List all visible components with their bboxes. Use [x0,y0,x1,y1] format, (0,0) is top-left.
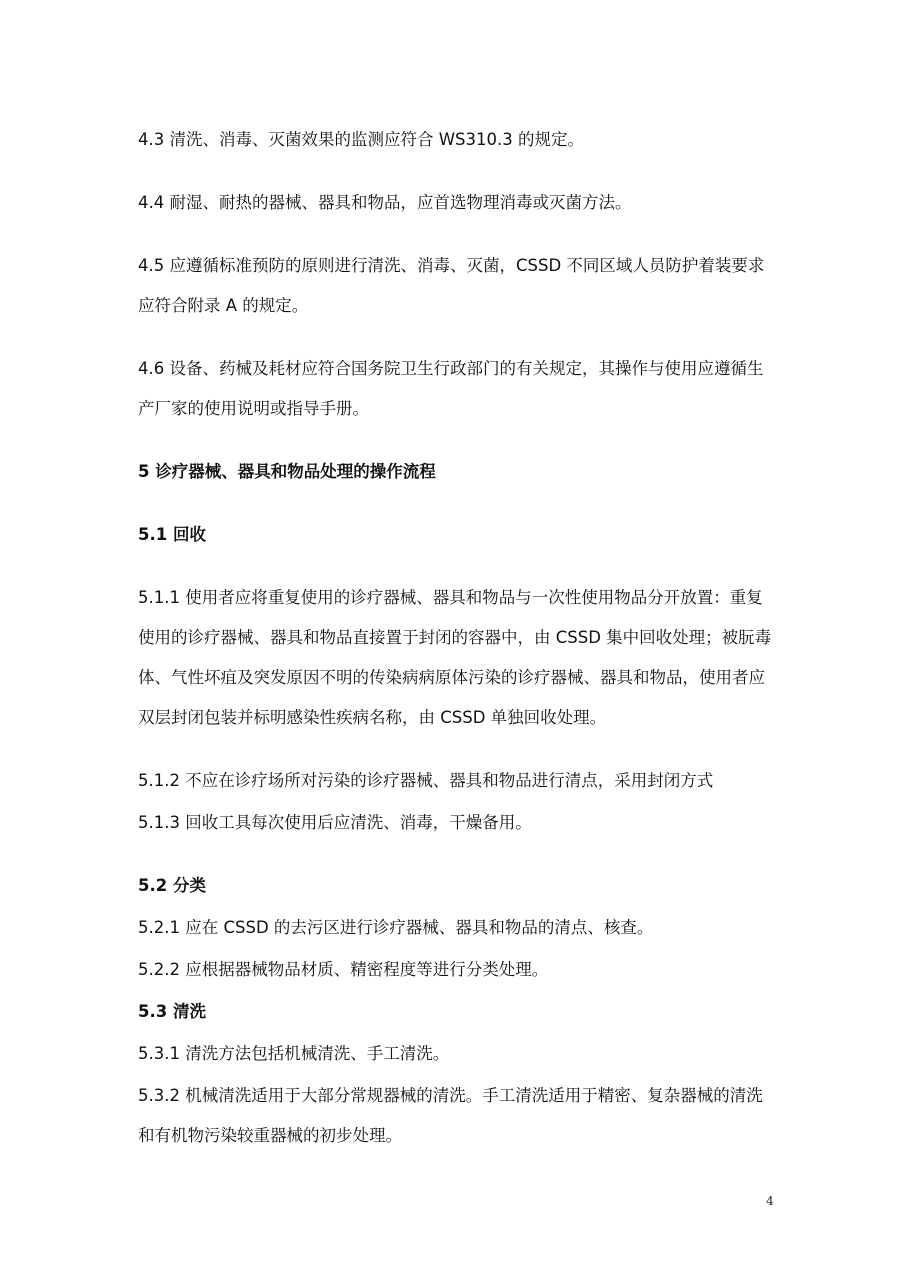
paragraph-4-4: 4.4 耐湿、耐热的器械、器具和物品，应首选物理消毒或灭菌方法。 [138,193,632,212]
paragraph-4-6: 4.6 设备、药械及耗材应符合国务院卫生行政部门的有关规定，其操作与使用应遵循生产厂家的使用说明或指导手册。 [138,359,764,418]
paragraph-5-1-1: 5.1.1 使用者应将重复使用的诊疗器械、器具和物品与一次性使用物品分开放置：重复使用的诊疗器械、器具和物品直接置于封闭的容器中，由 CSSD 集中回收处理；被朊毒体、气性坏疽及突发原因不明的传染病病原体污染的诊疗器械、器具和物品，使用者应双层封闭包装并标明感染性疾病名称，由 CSSD 单独回收处理。 [138,588,772,727]
paragraph-5-3-1: 5.3.1 清洗方法包括机械清洗、手工清洗。 [138,1044,450,1063]
section-heading-5-3: 5.3 清洗 [138,1002,206,1021]
section-heading-5-2: 5.2 分类 [138,876,206,895]
paragraph-4-5: 4.5 应遵循标准预防的原则进行清洗、消毒、灭菌，CSSD 不同区域人员防护着装要求应符合附录 A 的规定。 [138,256,765,315]
paragraph-5-1-3: 5.1.3 回收工具每次使用后应清洗、消毒，干燥备用。 [138,813,532,832]
document-body [138,120,778,1156]
page-number: 4 [766,1194,774,1208]
paragraph-4-3: 4.3 清洗、消毒、灭菌效果的监测应符合 WS310.3 的规定。 [138,130,584,149]
paragraph-5-3-2: 5.3.2 机械清洗适用于大部分常规器械的清洗。手工清洗适用于精密、复杂器械的清洗和有机物污染较重器械的初步处理。 [138,1086,763,1145]
section-heading-5: 5 诊疗器械、器具和物品处理的操作流程 [138,462,436,481]
paragraph-5-2-2: 5.2.2 应根据器械物品材质、精密程度等进行分类处理。 [138,960,549,979]
paragraph-5-1-2: 5.1.2 不应在诊疗场所对污染的诊疗器械、器具和物品进行清点，采用封闭方式 [138,771,714,790]
paragraph-5-2-1: 5.2.1 应在 CSSD 的去污区进行诊疗器械、器具和物品的清点、核查。 [138,918,654,937]
section-heading-5-1: 5.1 回收 [138,525,206,544]
